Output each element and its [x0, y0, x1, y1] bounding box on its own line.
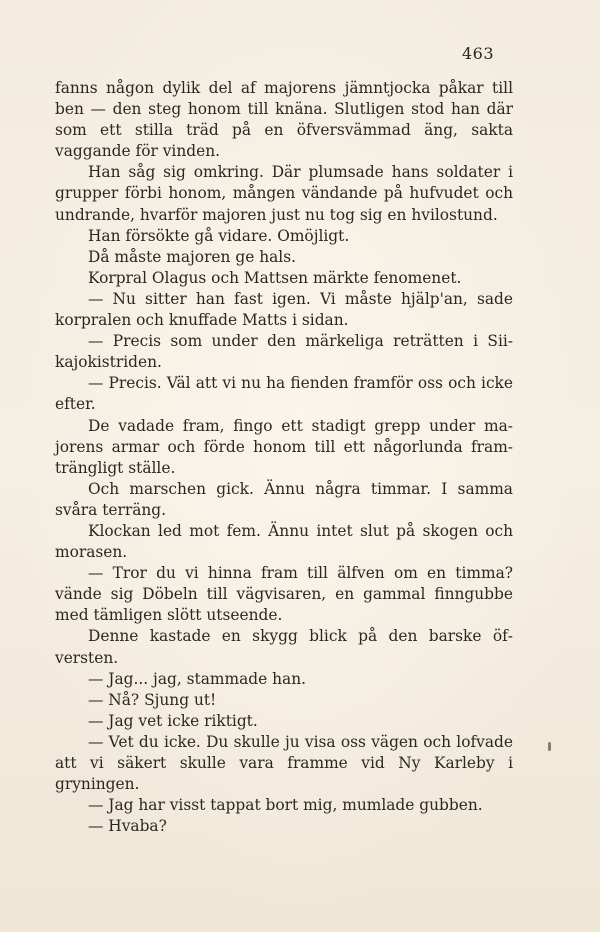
paragraph: Denne kastade en skygg blick på den barske öfversten.	[55, 627, 513, 667]
paragraph: — Jag vet icke riktigt.	[88, 711, 258, 730]
paragraph: — Jag har visst tappat bort mig, mumlade gubben.	[88, 796, 483, 815]
paragraph: Klockan led mot fem. Ännu intet slut på skogen och morasen.	[55, 521, 513, 562]
paragraph: Och marschen gick. Ännu några timmar. I samma svåra terräng.	[55, 479, 513, 519]
paragraph: — Nå? Sjung ut!	[88, 690, 217, 709]
paragraph: — Tror du vi hinna fram till älfven om en timma? vände sig Döbeln till vägvisaren, en gammal finngubbe med tämligen slött utseende.	[55, 564, 513, 625]
paragraph: — Vet du icke. Du skulle ju visa oss vägen och lofvade att vi säkert skulle vara framme vid Ny Karleby i gryningen.	[55, 732, 513, 794]
ink-mark	[548, 742, 551, 751]
paragraph: — Hvaba?	[88, 817, 167, 836]
paragraph: Korpral Olagus och Mattsen märkte fenomenet.	[88, 268, 462, 287]
paragraph: — Precis. Väl att vi nu ha fienden framför oss och icke efter.	[55, 374, 513, 414]
paragraph: fanns någon dylik del af majorens jämntjocka påkar till ben — den steg honom till knäna. Slutligen stod han där som ett stilla träd på en öfversvämmad äng, sakta vaggande för vinden.	[55, 79, 513, 161]
paragraph: Då måste majoren ge hals.	[88, 247, 296, 266]
paragraph: — Precis som under den märkeliga reträtten i Siikajokistriden.	[55, 332, 513, 372]
paragraph: — Nu sitter han fast igen. Vi måste hjälp'an, sade korpralen och knuffade Matts i sidan.	[55, 289, 513, 330]
paragraph: Han såg sig omkring. Där plumsade hans soldater i grupper förbi honom, mången vändande på hufvudet och undrande, hvarför majoren just nu tog sig en hvilostund.	[55, 163, 513, 224]
paragraph: Han försökte gå vidare. Omöjligt.	[88, 226, 350, 245]
body-text	[55, 78, 513, 837]
paragraph: — Jag... jag, stammade han.	[88, 669, 307, 688]
page-number: 463	[461, 44, 494, 63]
paragraph: De vadade fram, fingo ett stadigt grepp under majorens armar och förde honom till ett någorlunda framträngligt ställe.	[55, 416, 513, 477]
